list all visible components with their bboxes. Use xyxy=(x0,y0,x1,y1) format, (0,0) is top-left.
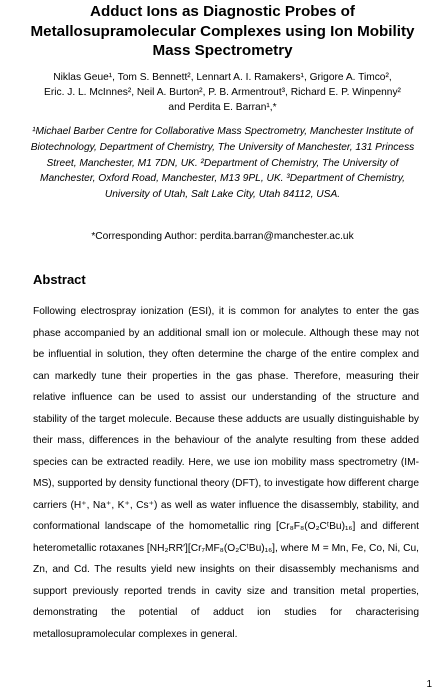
author-line-1: Niklas Geue¹, Tom S. Bennett², Lennart A. I. Ramakers¹, Grigore A. Timco², xyxy=(53,72,392,83)
abstract-body: Following electrospray ionization (ESI), it is common for analytes to enter the gas phase accompanied by an additional small ion or molecule. Although these may not be influential in solution, they often determine the charge of the entire complex and can markedly tune their properties in the gas phase. Therefore, measuring their relative influence can be used to assist our understanding of the structure and stability of the target molecule. Because these adducts are usually distinguishable by their mass, differences in the behaviour of the analyte resulting from these added species can be extracted readily. Here, we use ion mobility mass spectrometry (IM-MS), supported by density functional theory (DFT), to investigate how different charge carriers (H⁺, Na⁺, K⁺, Cs⁺) as well as water influence the disassembly, stability, and conformational landscape of the homometallic ring [Cr₈F₈(O₂CᵗBu)₁₆] and different heterometallic rotaxanes [NH₂RR′][Cr₇MF₈(O₂CᵗBu)₁₆], where M = Mn, Fe, Co, Ni, Cu, Zn, and Cd. The results yield new insights on their disassembly mechanisms and support previously reported trends in cavity size and transition metal properties, demonstrating the potential of adduct ion studies for characterising metallosupramolecular complexes in general. xyxy=(33,306,419,640)
paper-title: Adduct Ions as Diagnostic Probes of Metallosupramolecular Complexes using Ion Mobility Mass Spectrometry xyxy=(30,3,415,59)
author-line-3: and Perdita E. Barran¹,* xyxy=(168,102,277,113)
author-list xyxy=(20,70,425,115)
page-number: 1 xyxy=(426,679,432,690)
author-line-2: Eric. J. L. McInnes², Neil A. Burton², P. B. Armentrout³, Richard E. P. Winpenny² xyxy=(44,87,401,98)
corresponding-author: *Corresponding Author: perdita.barran@manchester.ac.uk xyxy=(91,231,354,242)
affiliations: ¹Michael Barber Centre for Collaborative Mass Spectrometry, Manchester Institute of Biotechnology, Department of Chemistry, The University of Manchester, 131 Princess Street, Manchester, M1 7DN, UK. ²Department of Chemistry, The University of Manchester, Oxford Road, Manchester, M13 9PL, UK. ³Department of Chemistry, University of Utah, Salt Lake City, Utah 84112, USA. xyxy=(30,126,415,201)
abstract-heading: Abstract xyxy=(33,272,86,287)
